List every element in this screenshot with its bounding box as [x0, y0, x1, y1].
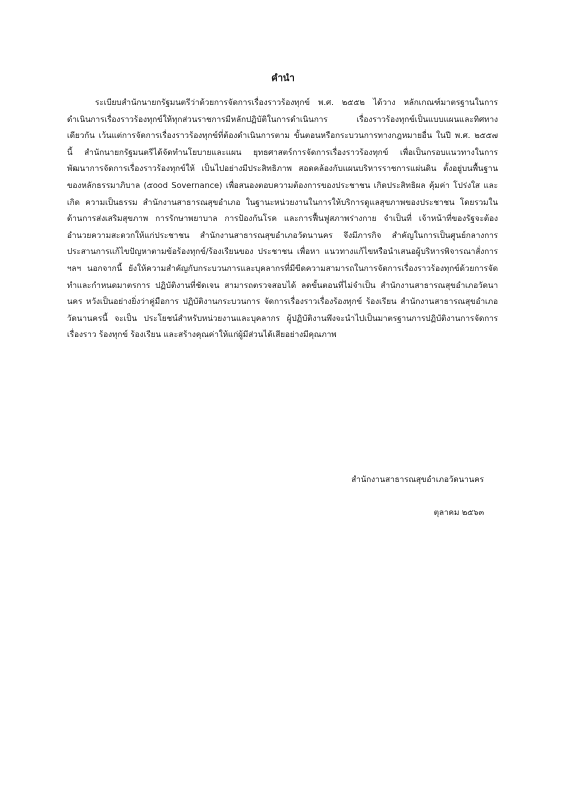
preface-paragraph: ระเบียบสำนักนายกรัฐมนตรีว่าด้วยการจัดการเรื่องราวร้องทุกข์ พ.ศ. ๒๕๕๒ ได้วาง หลักเกณฑ์มาตรฐานในการดำเนินการเรื่องราวร้องทุกข์ให้ทุกส่วนราชการมีหลักปฏิบัติในการดำเนินการ เรื่องราวร้องทุกข์เป็นแบบแผนและทิศทางเดียวกัน เว้นแต่การจัดการเรื่องราวร้องทุกข์ที่ต้องดำเนินการตาม ขั้นตอนหรือกระบวนการทางกฎหมายอื่น ในปี พ.ศ. ๒๕๕๗ นี้ สำนักนายกรัฐมนตรีได้จัดทำนโยบายและแผน ยุทธศาสตร์การจัดการเรื่องราวร้องทุกข์ เพื่อเป็นกรอบแนวทางในการพัฒนาการจัดการเรื่องราวร้องทุกข์ให้ เป็นไปอย่างมีประสิทธิภาพ สอดคล้องกับแผนบริหารราชการแผ่นดิน ตั้งอยู่บนพื้นฐานของหลักธรรมาภิบาล (๕ood Sovernance) เพื่อสนองตอบความต้องการของประชาชน เกิดประสิทธิผล คุ้มค่า โปร่งใส และเกิด ความเป็นธรรม สำนักงานสาธารณสุขอำเภอ ในฐานะหน่วยงานในการให้บริการดูแลสุขภาพของประชาชน โดยรวมในด้านการส่งเสริมสุขภาพ การรักษาพยาบาล การป้องกันโรค และการฟื้นฟูสภาพร่างกาย จำเป็นที่ เจ้าหน้าที่ของรัฐจะต้องอำนวยความสะดวกให้แก่ประชาชน สำนักงานสาธารณสุขอำเภอวัดนานคร จึงมีภารกิจ สำคัญในการเป็นศูนย์กลางการประสานการแก้ไขปัญหาตามข้อร้องทุกข์/ร้องเรียนของ ประชาชน เพื่อหา แนวทางแก้ไขหรือนำเสนอผู้บริหารพิจารณาสั่งการ ฯลฯ นอกจากนี้ ยังให้ความสำคัญกับกระบวนการและบุคลากรที่มีขีดความสามารถในการจัดการเรื่องราวร้องทุกข์ด้วยการจัดทำและกำหนดมาตรการ ปฏิบัติงานที่ชัดเจน สามารถตรวจสอบได้ ลดขั้นตอนที่ไม่จำเป็น สำนักงานสาธารณสุขอำเภอวัดนานคร หวังเป็นอย่างยิ่งว่าคู่มือการ ปฏิบัติงานกระบวนการ จัดการเรื่องราวเรื่องร้องทุกข์ ร้องเรียน สำนักงานสาธารณสุขอำเภอวัดนานครนี้ จะเป็น ประโยชน์สำหรับหน่วยงานและบุคลากร ผู้ปฏิบัติงานพึงจะนำไปเป็นมาตรฐานการปฏิบัติงานการจัดการเรื่องราว ร้องทุกข์ ร้องเรียน และสร้างคุณค่าให้แก่ผู้มีส่วนได้เสียอย่างมีคุณภาพ: [67, 97, 498, 340]
page-title: คำนำ: [271, 73, 295, 84]
signature-organization: สำนักงานสาธารณสุขอำเภอวัดนานคร: [351, 474, 484, 484]
document-date: ตุลาคม ๒๕๖๓: [433, 507, 484, 517]
